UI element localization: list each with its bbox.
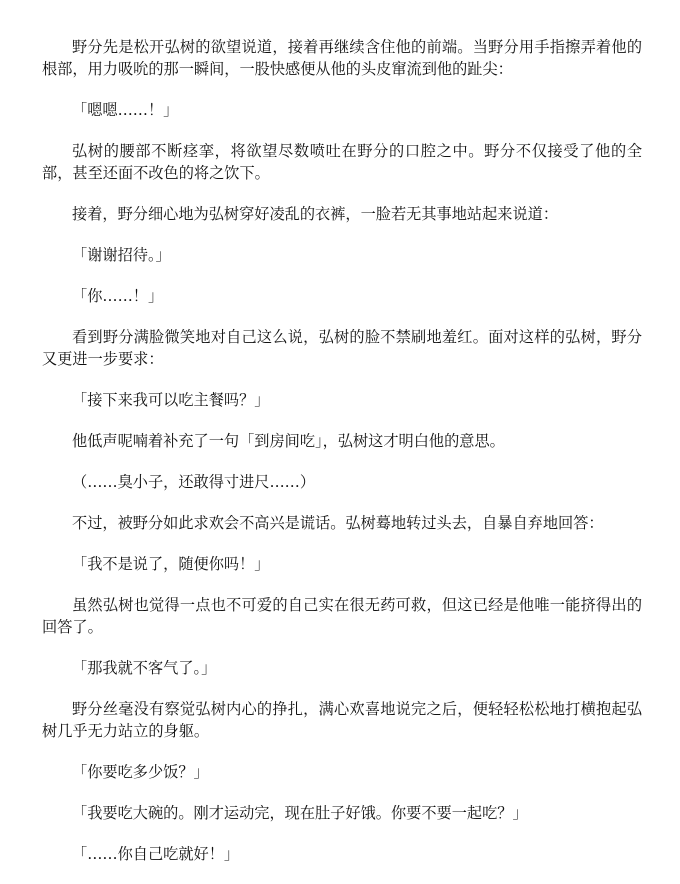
paragraph-narration: 不过，被野分如此求欢会不高兴是谎话。弘树蓦地转过头去，自暴自弃地回答：	[72, 514, 604, 532]
paragraph-dialogue: 「你要吃多少饭？」	[72, 763, 209, 781]
paragraph-dialogue: 「接下来我可以吃主餐吗？」	[72, 391, 270, 409]
document-page	[42, 36, 642, 884]
paragraph-dialogue: 「那我就不客气了。」	[72, 659, 217, 677]
paragraph-narration: 虽然弘树也觉得一点也不可爱的自己实在很无药可救，但这已经是他唯一能挤得出的回答了。	[42, 596, 642, 636]
paragraph-narration: 看到野分满脸微笑地对自己这么说，弘树的脸不禁刷地羞红。面对这样的弘树，野分又更进一步要求：	[42, 328, 642, 368]
paragraph-narration: 野分丝毫没有察觉弘树内心的挣扎，满心欢喜地说完之后，便轻轻松松地打横抱起弘树几乎无力站立的身躯。	[42, 700, 642, 740]
paragraph-dialogue: 「……你自己吃就好！」	[72, 845, 240, 863]
paragraph-inner-thought: （……臭小子，还敢得寸进尺……）	[72, 473, 315, 491]
paragraph-dialogue: 「我要吃大碗的。刚才运动完，现在肚子好饿。你要不要一起吃？」	[72, 804, 528, 822]
paragraph-narration: 野分先是松开弘树的欲望说道，接着再继续含住他的前端。当野分用手指擦弄着他的根部，用力吸吮的那一瞬间，一股快感便从他的头皮窜流到他的趾尖：	[42, 38, 642, 78]
paragraph-narration: 弘树的腰部不断痉挛，将欲望尽数喷吐在野分的口腔之中。野分不仅接受了他的全部，甚至还面不改色的将之饮下。	[42, 142, 642, 182]
paragraph-dialogue: 「谢谢招待。」	[72, 246, 171, 264]
paragraph-dialogue: 「你……！」	[72, 287, 164, 305]
paragraph-dialogue: 「嗯嗯……！」	[72, 101, 179, 119]
paragraph-dialogue: 「我不是说了，随便你吗！」	[72, 555, 270, 573]
paragraph-narration: 接着，野分细心地为弘树穿好凌乱的衣裤，一脸若无其事地站起来说道：	[72, 205, 558, 223]
paragraph-narration: 他低声呢喃着补充了一句「到房间吃」，弘树这才明白他的意思。	[72, 432, 505, 450]
